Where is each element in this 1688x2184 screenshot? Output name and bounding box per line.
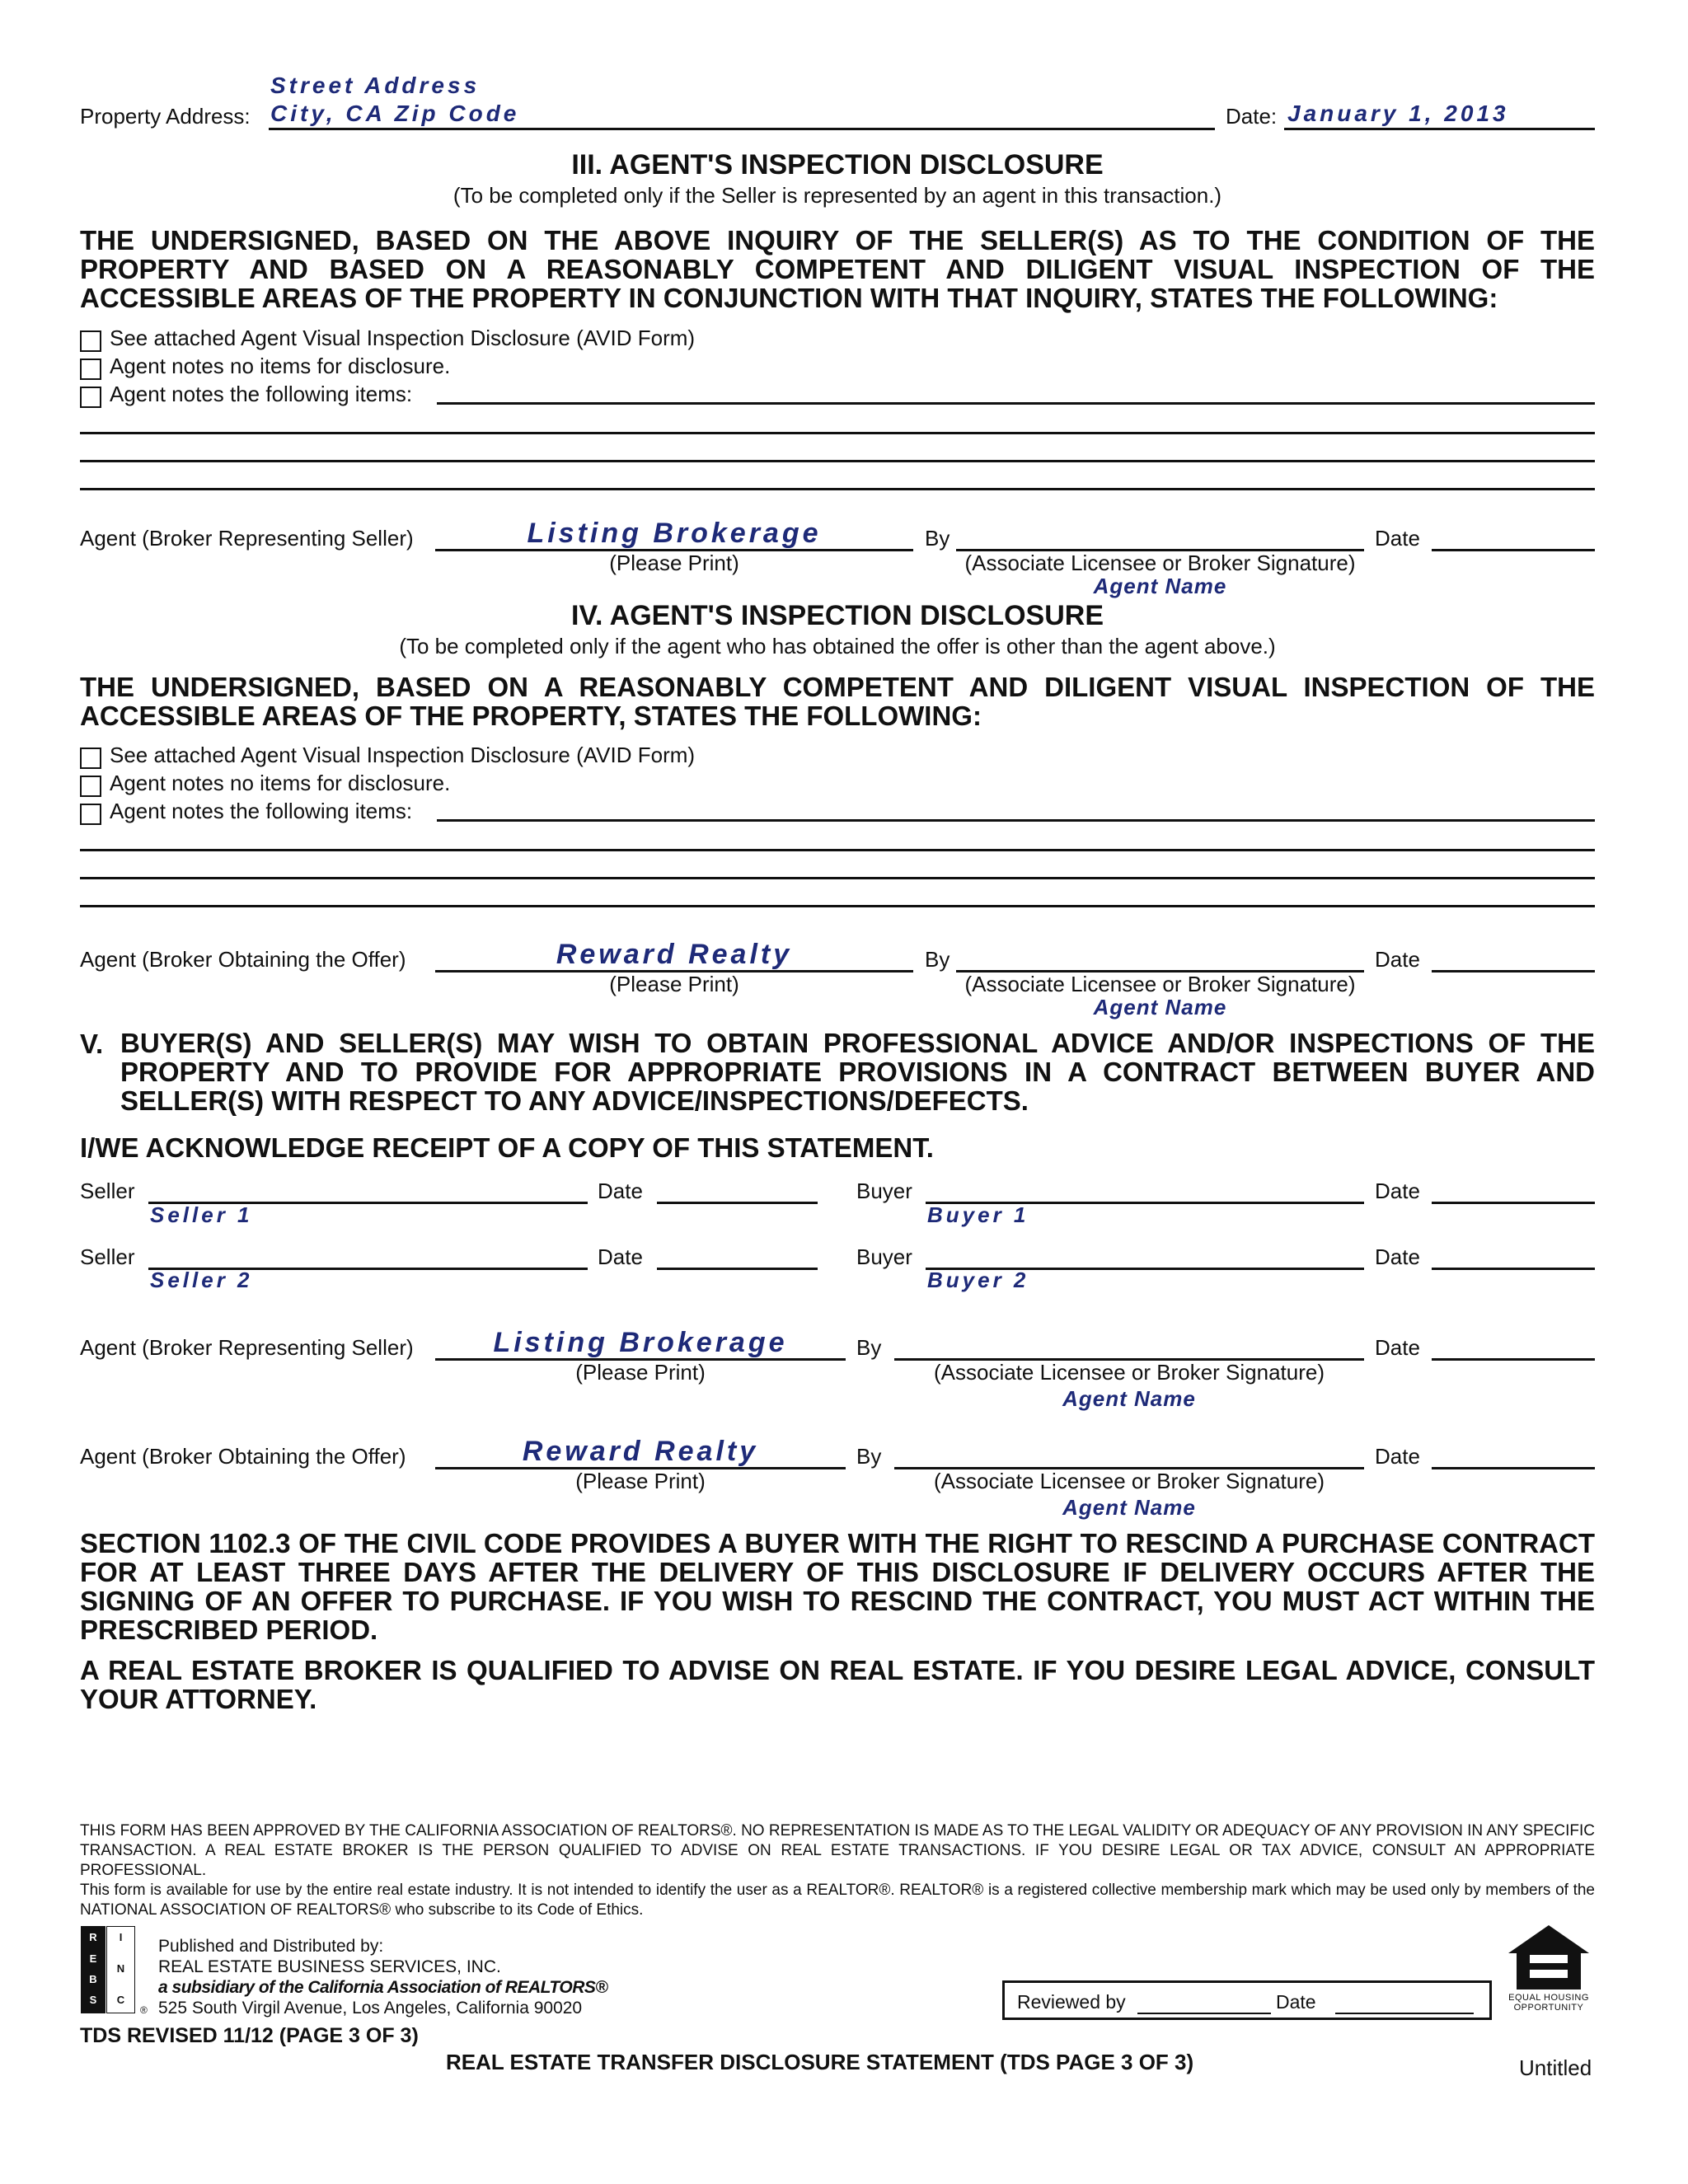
buyer2-date-line[interactable] (1432, 1268, 1595, 1270)
seller1-label: Seller (80, 1179, 135, 1203)
section3-avid-checkbox[interactable] (80, 330, 101, 352)
rebs-logo-registered: ® (140, 2004, 148, 2016)
section3-please-print: (Please Print) (609, 551, 739, 575)
document-name: Untitled (1519, 2055, 1592, 2080)
rescind-notice: SECTION 1102.3 OF THE CIVIL CODE PROVIDES A BUYER WITH THE RIGHT TO RESCIND A PURCHASE CONTRACT FOR AT LEAST THREE DAYS AFTER THE DELIVERY OF THIS DISCLOSURE IF DELIVERY OCCURS AFTER THE SIGNING OF AN OFFER TO PURCHASE. IF YOU WISH TO RESCIND THE CONTRACT, YOU MUST ACT WITHIN THE PRESCRIBED PERIOD. (80, 1528, 1595, 1645)
reviewed-by-line[interactable] (1137, 2013, 1271, 2014)
ack-agent-offer-date-label: Date (1375, 1444, 1420, 1469)
section4-statement: THE UNDERSIGNED, BASED ON A REASONABLY COMPETENT AND DILIGENT VISUAL INSPECTION OF THE ACCESSIBLE AREAS OF THE PROPERTY, STATES THE FOLLOWING: (80, 672, 1595, 731)
section3-following-checkbox[interactable] (80, 387, 101, 408)
broker-advice-notice: A REAL ESTATE BROKER IS QUALIFIED TO ADVISE ON REAL ESTATE. IF YOU DESIRE LEGAL ADVICE, CONSULT YOUR ATTORNEY. (80, 1655, 1595, 1714)
section4-please-print: (Please Print) (609, 972, 739, 996)
buyer1-label: Buyer (856, 1179, 912, 1203)
street-address-value[interactable]: Street Address (270, 73, 481, 98)
rebs-logo-c: C (116, 1994, 125, 2006)
section4-notes-line-1[interactable] (437, 819, 1595, 822)
section5-text: BUYER(S) AND SELLER(S) MAY WISH TO OBTAIN PROFESSIONAL ADVICE AND/OR INSPECTIONS OF THE PROPERTY AND TO PROVIDE FOR APPROPRIATE PROVISIONS IN A CONTRACT BETWEEN BUYER AND SELLER(S) WITH RESPECT TO ANY ADVICE/INSPECTIONS/DEFECTS. (120, 1028, 1595, 1116)
section4-no-items-checkbox[interactable] (80, 776, 101, 797)
rebs-logo-s: S (89, 1994, 97, 2006)
ack-agent-seller-please-print: (Please Print) (575, 1360, 706, 1385)
section3-by-label: By (925, 526, 950, 551)
ack-agent-seller-label: Agent (Broker Representing Seller) (80, 1335, 414, 1360)
section3-statement: THE UNDERSIGNED, BASED ON THE ABOVE INQUIRY OF THE SELLER(S) AS TO THE CONDITION OF THE PROPERTY AND BASED ON A REASONABLY COMPETENT AND DILIGENT VISUAL INSPECTION OF THE ACCESSIBLE AREAS OF THE PROPERTY IN CONJUNCTION WITH THAT INQUIRY, STATES THE FOLLOWING: (80, 225, 1595, 313)
city-zip-value[interactable]: City, CA Zip Code (270, 101, 520, 126)
section3-notes-line-1[interactable] (437, 402, 1595, 405)
reviewed-date-line[interactable] (1335, 2013, 1474, 2014)
revision-label: TDS REVISED 11/12 (PAGE 3 OF 3) (80, 2024, 419, 2047)
date-line (1284, 128, 1595, 130)
seller1-date-label: Date (598, 1179, 643, 1203)
equal-housing-logo (1505, 1920, 1592, 2021)
section4-notes-line-3[interactable] (80, 877, 1595, 879)
section3-following-label: Agent notes the following items: (110, 382, 413, 406)
ack-agent-offer-label: Agent (Broker Obtaining the Offer) (80, 1444, 406, 1469)
fine-print-approval: THIS FORM HAS BEEN APPROVED BY THE CALIFORNIA ASSOCIATION OF REALTORS®. NO REPRESENTATION IS MADE AS TO THE LEGAL VALIDITY OR ADEQUACY OF ANY PROVISION IN ANY SPECIFIC TRANSACTION. A REAL ESTATE BROKER IS THE PERSON QUALIFIED TO ADVISE ON REAL ESTATE TRANSACTIONS. IF YOU DESIRE LEGAL OR TAX ADVICE, CONSULT AN APPROPRIATE PROFESSIONAL. (80, 1822, 1595, 1879)
form-title: REAL ESTATE TRANSFER DISCLOSURE STATEMENT (TDS PAGE 3 OF 3) (446, 2050, 1194, 2074)
rebs-logo-b: B (89, 1973, 97, 1985)
section3-agent-label: Agent (Broker Representing Seller) (80, 526, 414, 551)
buyer2-label: Buyer (856, 1244, 912, 1269)
publisher-line-3: a subsidiary of the California Association of REALTORS® (158, 1978, 608, 1997)
buyer1-name[interactable]: Buyer 1 (927, 1202, 1029, 1227)
rebs-logo-i: I (119, 1931, 123, 1943)
reviewed-date-label: Date (1276, 1991, 1316, 2013)
section4-by-label: By (925, 947, 950, 972)
ack-agent-seller-by-label: By (856, 1335, 882, 1360)
section4-following-checkbox[interactable] (80, 804, 101, 825)
section4-notes-line-4[interactable] (80, 905, 1595, 907)
section3-title: III. AGENT'S INSPECTION DISCLOSURE (571, 149, 1104, 180)
section4-no-items-label: Agent notes no items for disclosure. (110, 771, 451, 795)
section3-date-line[interactable] (1432, 549, 1595, 551)
section3-avid-label: See attached Agent Visual Inspection Disclosure (AVID Form) (110, 326, 696, 350)
buyer2-date-label: Date (1375, 1244, 1420, 1269)
ack-agent-seller-date-line[interactable] (1432, 1358, 1595, 1361)
section4-avid-checkbox[interactable] (80, 748, 101, 769)
section4-title: IV. AGENT'S INSPECTION DISCLOSURE (571, 600, 1104, 631)
section4-agent-label: Agent (Broker Obtaining the Offer) (80, 947, 406, 972)
ack-agent-offer-by-label: By (856, 1444, 882, 1469)
seller1-date-line[interactable] (657, 1202, 818, 1204)
ack-agent-seller-value[interactable]: Listing Brokerage (493, 1327, 788, 1358)
section3-no-items-checkbox[interactable] (80, 359, 101, 380)
ack-agent-offer-value[interactable]: Reward Realty (522, 1436, 759, 1467)
publisher-line-1: Published and Distributed by: (158, 1937, 384, 1956)
acknowledge-text: I/WE ACKNOWLEDGE RECEIPT OF A COPY OF THIS STATEMENT. (80, 1132, 934, 1163)
seller2-label: Seller (80, 1244, 135, 1269)
section4-signature-caption: (Associate Licensee or Broker Signature) (964, 972, 1356, 996)
section3-notes-line-2[interactable] (80, 432, 1595, 434)
section3-subtitle: (To be completed only if the Seller is represented by an agent in this transaction.) (452, 183, 1222, 208)
seller1-name[interactable]: Seller 1 (150, 1202, 253, 1227)
property-address-label: Property Address: (80, 104, 251, 129)
section3-signature-caption: (Associate Licensee or Broker Signature) (964, 551, 1356, 575)
equal-housing-text: EQUAL HOUSING OPPORTUNITY (1508, 1993, 1589, 2013)
section4-notes-line-2[interactable] (80, 849, 1595, 851)
section3-agent-value[interactable]: Listing Brokerage (527, 518, 822, 549)
ack-agent-offer-agent-name[interactable]: Agent Name (1062, 1495, 1196, 1520)
rebs-logo-e: E (89, 1952, 97, 1965)
fine-print-usage: This form is available for use by the entire real estate industry. It is not intended to identify the user as a REALTOR®. REALTOR® is a registered collective membership mark which may be used only by members of the NATIONAL ASSOCIATION OF REALTORS® who subscribe to its Code of Ethics. (80, 1882, 1595, 1919)
section4-date-label: Date (1375, 947, 1420, 972)
section4-following-label: Agent notes the following items: (110, 799, 413, 823)
section4-agent-value[interactable]: Reward Realty (556, 939, 793, 970)
section4-subtitle: (To be completed only if the agent who has obtained the offer is other than the agent above.) (399, 634, 1276, 658)
section5-number: V. (80, 1029, 104, 1059)
buyer1-date-label: Date (1375, 1179, 1420, 1203)
section4-agent-name[interactable]: Agent Name (1093, 995, 1227, 1019)
publisher-line-2: REAL ESTATE BUSINESS SERVICES, INC. (158, 1957, 501, 1976)
date-label: Date: (1226, 104, 1278, 129)
ack-agent-seller-signature-caption: (Associate Licensee or Broker Signature) (933, 1360, 1325, 1385)
rebs-logo-r: R (89, 1931, 97, 1943)
seller2-date-line[interactable] (657, 1268, 818, 1270)
ack-agent-seller-agent-name[interactable]: Agent Name (1062, 1386, 1196, 1411)
publisher-line-4: 525 South Virgil Avenue, Los Angeles, California 90020 (158, 1999, 583, 2018)
property-address-line (269, 128, 1215, 130)
ack-agent-offer-signature-caption: (Associate Licensee or Broker Signature) (933, 1469, 1325, 1493)
equal-housing-house-icon (1505, 1920, 1592, 1994)
section3-notes-line-3[interactable] (80, 460, 1595, 462)
ack-agent-seller-date-label: Date (1375, 1335, 1420, 1360)
ack-agent-offer-please-print: (Please Print) (575, 1469, 706, 1493)
rebs-logo (81, 1926, 135, 2013)
section4-date-line[interactable] (1432, 970, 1595, 972)
seller2-date-label: Date (598, 1244, 643, 1269)
rebs-logo-n: N (116, 1962, 125, 1975)
section3-date-label: Date (1375, 526, 1420, 551)
section3-no-items-label: Agent notes no items for disclosure. (110, 354, 451, 378)
reviewed-by-label: Reviewed by (1017, 1991, 1126, 2013)
date-value[interactable]: January 1, 2013 (1287, 101, 1509, 126)
buyer2-name[interactable]: Buyer 2 (927, 1268, 1029, 1292)
section3-notes-line-4[interactable] (80, 488, 1595, 490)
ack-agent-offer-date-line[interactable] (1432, 1467, 1595, 1469)
buyer1-date-line[interactable] (1432, 1202, 1595, 1204)
section4-avid-label: See attached Agent Visual Inspection Disclosure (AVID Form) (110, 743, 696, 767)
seller2-name[interactable]: Seller 2 (150, 1268, 253, 1292)
section3-agent-name[interactable]: Agent Name (1093, 574, 1227, 598)
